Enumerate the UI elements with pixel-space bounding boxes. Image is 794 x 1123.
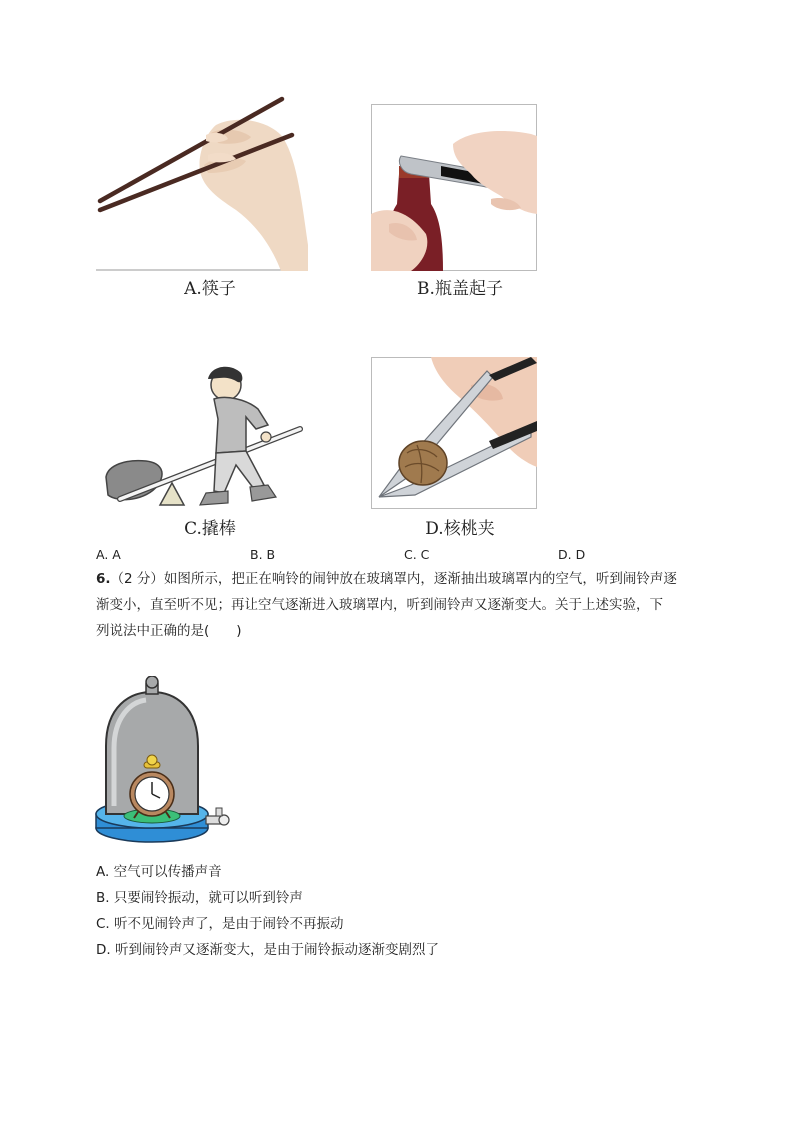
q6-score: （2 分） — [110, 571, 164, 587]
q6-line-1 — [96, 566, 706, 592]
q6-line-2: 渐变小，直至听不见；再让空气逐渐进入玻璃罩内，听到闹铃声又逐渐变大。关于上述实验，下 — [96, 597, 663, 613]
q6-option-c[interactable]: C. 听不见闹铃声了，是由于闹铃不再振动 — [96, 916, 344, 932]
q6-option-b[interactable]: B. 只要闹铃振动，就可以听到铃声 — [96, 890, 303, 906]
q5-choice-a[interactable]: A. A — [96, 547, 121, 562]
nutcracker-illustration — [371, 357, 537, 509]
bell-jar-illustration — [94, 676, 230, 848]
q6-option-a[interactable]: A. 空气可以传播声音 — [96, 864, 222, 880]
q6-line-1-text: 如图所示，把正在响铃的闹钟放在玻璃罩内，逐渐抽出玻璃罩内的空气，听到闹铃声逐 — [163, 571, 677, 587]
figure-bottle-opener — [371, 104, 537, 271]
q6-option-d[interactable]: D. 听到闹铃声又逐渐变大，是由于闹铃振动逐渐变剧烈了 — [96, 942, 439, 958]
figure-nutcracker — [371, 357, 537, 509]
caption-d: D.核桃夹 — [425, 519, 495, 539]
q5-choice-c[interactable]: C. C — [404, 547, 430, 562]
q5-choice-b[interactable]: B. B — [250, 547, 276, 562]
bottle-opener-illustration — [371, 104, 537, 271]
caption-a: A.筷子 — [184, 279, 236, 299]
crowbar-illustration — [96, 355, 308, 515]
q6-number: 6. — [96, 571, 111, 587]
q6-stem — [96, 566, 706, 644]
caption-b: B.瓶盖起子 — [417, 279, 503, 299]
chopsticks-illustration — [96, 95, 308, 271]
figure-chopsticks — [96, 95, 308, 271]
figure-crowbar — [96, 355, 308, 515]
figure-bell-jar — [94, 676, 230, 848]
q5-choice-d[interactable]: D. D — [558, 547, 586, 562]
q6-line-3: 列说法中正确的是( ) — [96, 623, 242, 639]
caption-c: C.撬棒 — [184, 519, 236, 539]
